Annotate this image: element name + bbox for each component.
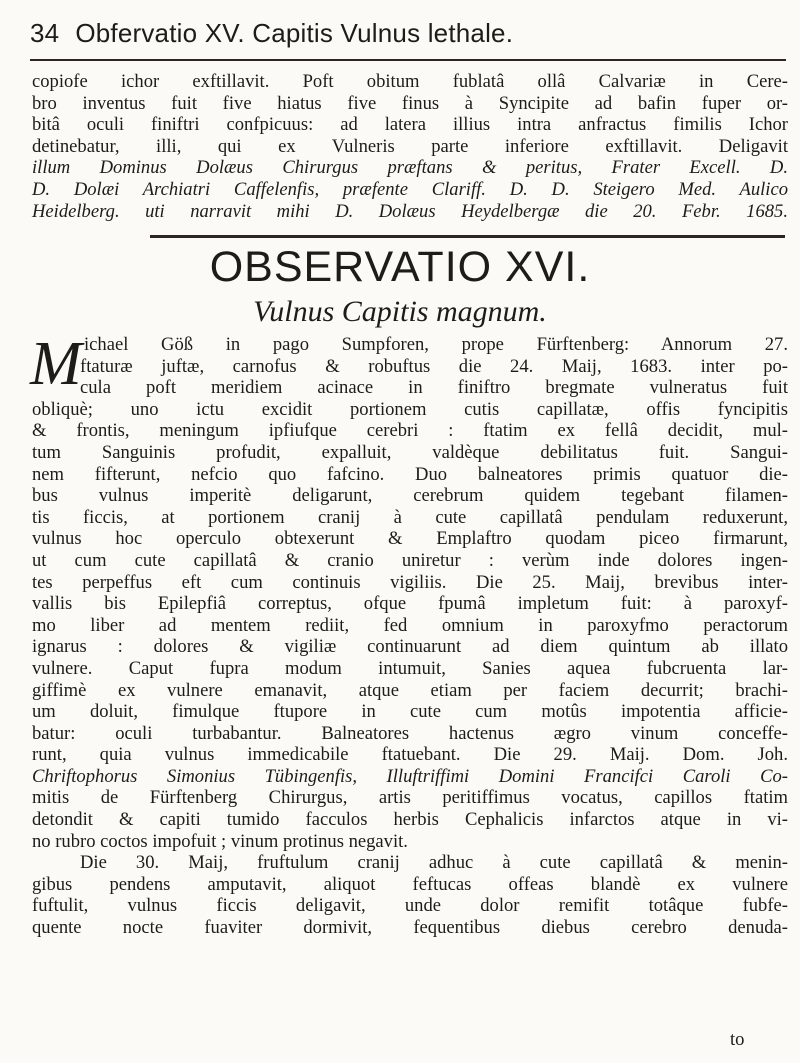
text-line: copiofe ichor exftillavit. Poft obitum fublatâ ollâ Calvariæ in Cere- <box>32 71 788 92</box>
catchword: to <box>730 1029 745 1050</box>
text-line: quente nocte fuaviter dormivit, fequentibus diebus cerebro denuda- <box>32 917 788 939</box>
text-line: gibus pendens amputavit, aliquot feftucas offeas blandè ex vulnere <box>32 873 788 895</box>
text-line: fuftulit, vulnus ficcis deligavit, unde dolor remifit totâque fubfe- <box>32 895 788 917</box>
text-line: ignarus : dolores & vigiliæ continuarunt ad diem quintum ab illato <box>32 636 788 658</box>
text-line: & frontis, meningum ipfiufque cerebri : ftatim ex fellâ decidit, mul- <box>32 420 788 442</box>
text-line: obliquè; uno ictu excidit portionem cutis capillatæ, offis fyncipitis <box>32 398 788 420</box>
observation-text <box>30 330 788 939</box>
text-line: vulnere. Caput fupra modum intumuit, Sanies aquea fubcruenta lar- <box>32 657 788 679</box>
text-line: Chriftophorus Simonius Tübingenfis, Illuftriffimi Domini Francifci Caroli Co- <box>32 765 788 787</box>
text-line: bus vulnus imperitè deligarunt, cerebrum quidem tegebant filamen- <box>32 485 788 507</box>
header-rule <box>30 59 786 61</box>
drop-initial: M <box>30 330 82 398</box>
text-line: um doluit, fimulque ftupore in cute cum motûs impotentia afficie- <box>32 701 788 723</box>
section-separator-rule <box>150 235 785 238</box>
text-line: no rubro coctos impofuit ; vinum protinus negavit. <box>32 830 408 852</box>
text-line: mitis de Fürftenberg Chirurgus, artis peritiffimus vocatus, capillos ftatim <box>32 787 788 809</box>
running-title: Obfervatio XV. Capitis Vulnus lethale. <box>75 18 514 48</box>
text-line: tis ficcis, at portionem cranij à cute capillatâ pendulam reduxerunt, <box>32 506 788 528</box>
text-line: bro inventus fuit five hiatus five finus à Syncipite ad bafin fuper or- <box>32 92 788 114</box>
text-line: mo liber ad mentem rediit, fed omnium in paroxyfmo peractorum <box>32 614 788 636</box>
text-line: vallis bis Epilepfiâ correptus, ofque fpumâ impletum fuit: à paroxyf- <box>32 593 788 615</box>
text-line: detondit & capiti tumido facculos herbis Cephalicis infarctos atque in vi- <box>32 809 788 831</box>
text-line: detinebatur, illi, qui ex Vulneris parte inferiore exftillavit. Deligavit <box>32 135 788 157</box>
text-line: Die 30. Maij, fruftulum cranij adhuc à cute capillatâ & menin- <box>80 852 788 874</box>
text-line: nem fifterunt, nefcio quo fafcino. Duo balneatores primis quatuor die- <box>32 463 788 485</box>
text-line: tes perpeffus eft cum continuis vigiliis. Die 25. Maij, brevibus inter- <box>32 571 788 593</box>
text-line: illum Dominus Dolæus Chirurgus præftans & peritus, Frater Excell. D. <box>32 157 788 179</box>
previous-observation-text <box>32 71 788 222</box>
observation-subtitle: Vulnus Capitis magnum. <box>253 295 547 328</box>
page-number: 34 <box>30 18 60 48</box>
text-line: tum Sanguinis profudit, expalluit, valdèque debilitatus fuit. Sangui- <box>32 441 788 463</box>
text-line: cula poft meridiem acinace in finiftro bregmate vulneratus fuit <box>80 377 788 399</box>
text-line: vulnus hoc operculo obtexerunt & Emplaftro quodam piceo firmarunt, <box>32 528 788 550</box>
observation-title: OBSERVATIO XVI. <box>209 243 591 291</box>
text-line: bitâ oculi finiftri confpicuus: ad latera illius intra anfractus fimilis Ichor <box>32 114 788 136</box>
text-line: giffimè ex vulnere emanavit, atque etiam per faciem decurrit; brachi- <box>32 679 788 701</box>
text-line: ichael Göß in pago Sumpforen, prope Fürftenberg: Annorum 27. <box>84 334 788 355</box>
text-line: runt, quia vulnus immedicabile ftatuebant. Die 29. Maij. Dom. Joh. <box>32 744 788 766</box>
text-line: D. Dolæi Archiatri Caffelenfis, præfente Clariff. D. D. Steigero Med. Aulico <box>32 178 788 200</box>
text-line: ut cum cute capillatâ & cranio uniretur : verùm inde dolores ingen- <box>32 549 788 571</box>
text-line: batur: oculi turbabantur. Balneatores hactenus ægro vinum conceffe- <box>32 722 788 744</box>
text-line: ftaturæ juftæ, carnofus & robuftus die 24. Maij, 1683. inter po- <box>80 355 788 377</box>
text-line: Heidelberg. uti narravit mihi D. Dolæus Heydelbergæ die 20. Febr. 1685. <box>32 200 788 222</box>
running-header <box>30 18 790 56</box>
